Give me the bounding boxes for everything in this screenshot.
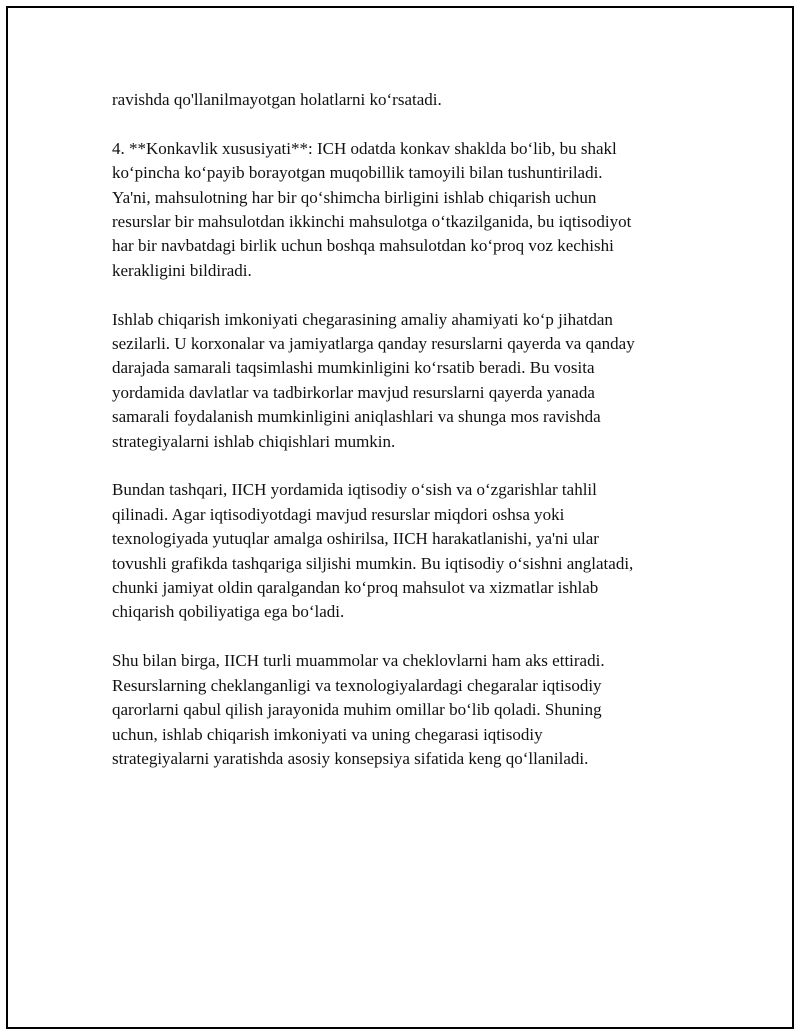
- paragraph-limitations: Shu bilan birga, IICH turli muammolar va cheklovlarni ham aks ettiradi. Resurslarning cheklanganligi va texnologiyalardagi chegaralar iqtisodiy qarorlarni qabul qilish jarayonida muhim omillar bo‘lib qoladi. Shuning uchun, ishlab chiqarish imkoniyati va uning chegarasi iqtisodiy strategiyalarni yaratishda asosiy konsepsiya sifatida keng qo‘llaniladi.: [112, 651, 605, 768]
- paragraph-economic-growth: Bundan tashqari, IICH yordamida iqtisodiy o‘sish va o‘zgarishlar tahlil qilinadi. Agar iqtisodiyotdagi mavjud resurslar miqdori oshsa yoki texnologiyada yutuqlar amalga oshirilsa, IICH harakatlanishi, ya'ni ular tovushli grafikda tashqariga siljishi mumkin. Bu iqtisodiy o‘sishni anglatadi, chunki jamiyat oldin qaralgandan ko‘proq mahsulot va xizmatlar ishlab chiqarish qobiliyatiga ega bo‘ladi.: [112, 480, 634, 622]
- paragraph-concavity-property: 4. **Konkavlik xususiyati**: ICH odatda konkav shaklda bo‘lib, bu shakl ko‘pincha ko‘payib borayotgan muqobillik tamoyili bilan tushuntiriladi. Ya'ni, mahsulotning har bir qo‘shimcha birligini ishlab chiqarish uchun resurslar bir mahsulotdan ikkinchi mahsulotga o‘tkazilganida, bu iqtisodiyot har bir navbatdagi birlik uchun boshqa mahsulotdan ko‘proq voz kechishi kerakligini bildiradi.: [112, 138, 632, 280]
- paragraph-continuation: ravishda qo'llanilmayotgan holatlarni ko‘rsatadi.: [112, 90, 442, 109]
- paragraph-practical-significance: Ishlab chiqarish imkoniyati chegarasining amaliy ahamiyati ko‘p jihatdan sezilarli. U korxonalar va jamiyatlarga qanday resurslarni qayerda va qanday darajada samarali taqsimlashi mumkinligini ko‘rsatib beradi. Bu vosita yordamida davlatlar va tadbirkorlar mavjud resurslarni qayerda yanada samarali foydalanish mumkinligini aniqlashlari va shunga mos ravishda strategiyalarni ishlab chiqishlari mumkin.: [112, 309, 635, 451]
- document-body: [112, 88, 692, 796]
